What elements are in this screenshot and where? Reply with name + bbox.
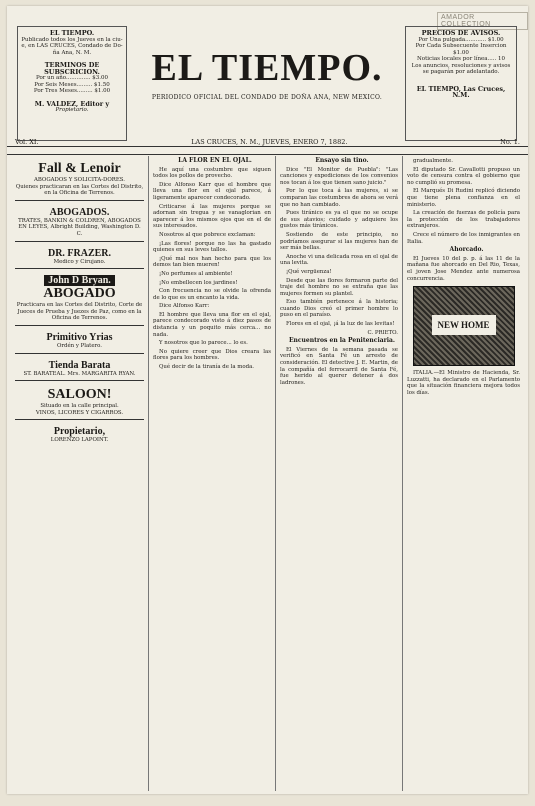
- divider: [7, 146, 528, 147]
- article-paragraph: Flores en el ojal, ¡á la luz de las levitas!: [286, 321, 395, 328]
- article-paragraph: Dice "El Monitor de Puebla": "Las canciones y expediciones de los convenios nos tocan á los que tienen sano juicio.": [280, 166, 398, 186]
- collection-stamp: AMADOR COLLECTION: [437, 12, 528, 30]
- ad-title: Fall & Lenoir: [38, 161, 121, 176]
- column-article-ensayo: [276, 156, 403, 791]
- article-paragraph: Pues tiránico es ya el que no se ocupe de sus atavios; cuidado y adquiere los gustos más tiránicos.: [280, 210, 398, 230]
- article-paragraph: El Marqués Di Rudini replicó diciendo que tiene plena confianza en el ministerio.: [407, 188, 520, 208]
- ad-text: LORENZO LAPOINT.: [50, 437, 109, 444]
- subscription-line: ña Ana, N. M.: [52, 49, 92, 56]
- ad-title: Primitivo Yrias: [46, 331, 113, 343]
- dateline: [15, 138, 520, 146]
- terms-line: Por Seis Meses......... $1.50: [34, 81, 110, 88]
- header: [7, 16, 528, 154]
- woodcut-illustration: [413, 286, 515, 366]
- ad-fall-lenoir: [15, 158, 144, 201]
- woodcut-label: NEW HOME: [432, 315, 496, 335]
- ad-yrias: [15, 329, 144, 354]
- article-paragraph: El diputado Sr. Cavallotti propuso un voto de censura contra el gobierno que no cumplió su promesa.: [407, 166, 520, 186]
- subscription-box-title: EL TIEMPO.: [49, 29, 95, 37]
- ad-frazer: [15, 245, 144, 270]
- article-paragraph: ¡No embellecen los jardines!: [159, 279, 238, 286]
- rates-line: Por Una pulgada............ $1.00: [418, 36, 504, 43]
- ad-title: DR. FRAZER.: [47, 247, 112, 259]
- terms-line: Por un año.............. $3.00: [35, 75, 108, 81]
- article-paragraph: He aquí una costumbre que siguen todos los pollos de provecho.: [153, 166, 271, 180]
- ad-text: Medico y Cirujano.: [53, 258, 106, 265]
- article-paragraph: Dice Alfonso Karr que el hombre que lleva una flor en el ojal parece, á ligeramente aparecer condecorado.: [153, 181, 271, 201]
- ad-tienda: [15, 357, 144, 382]
- rates-line: Los anuncios, resoluciones y avisos: [411, 62, 511, 69]
- article-paragraph: La creación de fuerzas de policía para la protección de los trabajadores extranjeros.: [407, 210, 520, 230]
- article-signature: C. PRIETO.: [367, 329, 398, 336]
- article-paragraph: Y nosotros que lo parece... lo es.: [159, 340, 248, 347]
- ad-subtitle: Ordén y Platero.: [57, 342, 102, 349]
- article-paragraph: Sostiendo de este principio, no podríamos asegurar si las mujeres han de ser más bellas.: [280, 231, 398, 252]
- article-heading: Ensayo sin tino.: [315, 157, 369, 164]
- ad-subtitle: ABOGADO: [43, 286, 116, 302]
- newspaper-page: [7, 6, 528, 794]
- divider: [7, 154, 528, 155]
- article-paragraph: ¡No perfumes al ambiente!: [159, 270, 233, 277]
- article-heading: Ahorcado.: [449, 246, 484, 254]
- article-heading: LA FLOR EN EL OJAL.: [178, 157, 252, 164]
- rates-footer: EL TIEMPO, Las Cruces, N.M.: [416, 84, 506, 99]
- subscription-box: [17, 26, 127, 141]
- masthead: [137, 46, 397, 101]
- terms-line: Por Tres Meses......... $1.00: [33, 88, 111, 94]
- ad-title: ABOGADOS.: [49, 206, 110, 218]
- rates-line: se pagarán por adelantado.: [422, 69, 500, 75]
- columns: [7, 156, 528, 791]
- ad-text: Situado en la calle principal.: [40, 403, 119, 410]
- ad-title: Tienda Barata: [48, 359, 111, 371]
- ad-text: TRATES, BANKIN & COLDREN, ABOGADOS EN LEYES, Albright Building, Washington D. C.: [18, 217, 141, 237]
- article-paragraph: ITALIA.—El Ministro de Hacienda, Sr. Luzzatti, ha declarado en el Parlamento que la situación financiera mejora todos los días.: [407, 370, 520, 396]
- article-heading: Encuentros en la Penitenciaria.: [288, 337, 396, 345]
- editor-name: M. VALDEZ, Editor y: [34, 99, 110, 108]
- ad-subtitle: ABOGADOS Y SOLICITA-DORES.: [33, 177, 126, 183]
- article-paragraph: Eso también pertenece á la historia; cuando Dios creó el primer hombre lo puso en el paraíso.: [280, 299, 398, 319]
- rates-line: Por Cada Subsecuente Insercion $1.00: [415, 43, 507, 56]
- article-paragraph: Qué decir de la tiranía de la moda.: [159, 364, 255, 371]
- article-paragraph: No quiere creer que Dios creara las flores para los hombres.: [153, 348, 271, 362]
- article-paragraph: El Viernes de la semana pasada se verificó en Santa Fé un arresto de consideración. El detective J. E. Martin, de la compañía del ferrocarril de Santa Fé, fue herido al querer detener á dos ladrones.: [280, 346, 398, 386]
- ad-text: Practicara en las Cortes del Distrito, Corte de Jueces de Prueba y Juezes de Paz, como en la Oficina de Terrenos.: [16, 302, 143, 322]
- column-news: [403, 156, 524, 791]
- issue-date: LAS CRUCES, N. M., JUEVES, ENERO 7, 1882.: [191, 138, 348, 146]
- article-paragraph: Nosotros al que pobrece exclaman:: [159, 231, 256, 238]
- newspaper-title: EL TIEMPO.: [151, 47, 383, 89]
- subscription-line: Publicado todos los Jueves en la ciu-: [21, 36, 123, 43]
- article-paragraph: Criticarse á las mujeres porque se adornan sin tregua y se vanaglorian en aparecer á los mismos ojos que en el de sus interesados.: [153, 203, 271, 230]
- advertising-rates-box: [405, 26, 517, 141]
- newspaper-subtitle: PERIODICO OFICIAL DEL CONDADO DE DOÑA ANA, NEW MEXICO.: [151, 94, 383, 101]
- ad-saloon: [15, 384, 144, 420]
- editor-role: Propietario.: [55, 107, 89, 113]
- volume: Vol. XI.: [15, 138, 39, 146]
- article-paragraph: Por lo que toca á las mujeres, si se comparan las costumbres de ahora se verá que no han cambiado.: [280, 188, 398, 208]
- article-paragraph: Crece el número de los inmigrantes en Italia.: [407, 231, 520, 245]
- article-paragraph: Desde que las flores formaron parte del traje del hombre no se extraña que las mujeres formen su plantel.: [280, 277, 398, 297]
- ad-bryan: [15, 272, 144, 326]
- ad-title: SALOON!: [47, 387, 112, 403]
- ad-proprietor: [15, 423, 144, 447]
- ad-text: Quienes practicaran en las Cortes del Distrito, en la Oficina de Terrenos.: [15, 183, 144, 197]
- rates-line: Noticias locales por línea..... 10: [416, 56, 506, 62]
- article-paragraph: Dice Alfonso Karr:: [159, 303, 210, 310]
- article-paragraph: ¡Las flores! porque no las ha gastado quienes en sus leves tallos.: [153, 240, 271, 254]
- subscription-line: e, en LAS CRUCES, Condado de Do-: [21, 43, 123, 49]
- ad-title: John D Bryan.: [44, 275, 115, 286]
- article-paragraph: El Jueves 10 del p. p. á las 11 de la mañana fue ahorcado en Del Rio, Texas, el joven Jose Mendez ante numerosa concurrencia.: [407, 255, 520, 282]
- ad-title: Propietario,: [53, 426, 106, 438]
- ad-abogados: [15, 204, 144, 242]
- column-ads: [11, 156, 149, 791]
- terms-title: TERMINOS DE SUBSCRICION.: [44, 61, 100, 76]
- article-paragraph: gradualmente.: [413, 158, 453, 164]
- article-paragraph: El hombre que lleva una flor en el ojal, parece condecorado visto á diez pasos de distancia y un poquito más cerca... no nada.: [153, 311, 271, 338]
- ad-extra: VINOS, LICORES Y CIGARROS.: [35, 409, 124, 416]
- issue-number: No. 1.: [500, 138, 520, 146]
- article-paragraph: Con frecuencia no se olvide la ofrenda de lo que es un encanto la vida.: [153, 288, 271, 301]
- rates-title: PRECIOS DE AVISOS.: [421, 29, 501, 37]
- ad-text: ST. BARATEAL. Mrs. MARGARITA RYAN.: [23, 370, 136, 377]
- article-paragraph: Anoche vi una delicada rosa en el ojal de una levita.: [280, 253, 398, 267]
- column-article-flor: [149, 156, 276, 791]
- article-paragraph: ¡Qué vergüenza!: [286, 268, 332, 275]
- article-paragraph: ¡Qué mal nos han hecho para que los demos tan bien mueren!: [153, 255, 271, 269]
